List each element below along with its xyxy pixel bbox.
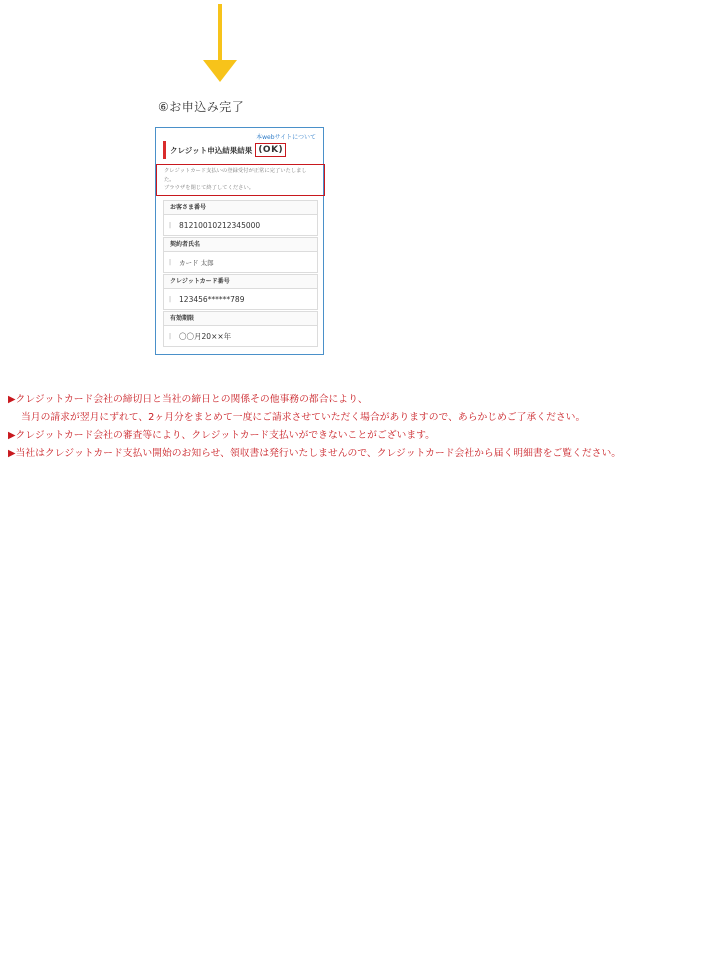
arrow-head	[203, 60, 237, 82]
result-fields	[163, 200, 318, 348]
field-marker: |	[169, 332, 172, 340]
field-marker: |	[169, 258, 172, 266]
result-label: クレジット申込結果結果	[170, 145, 253, 155]
card-number-value: 123456******789	[179, 294, 245, 304]
field-marker: |	[169, 295, 172, 303]
card-number-field	[163, 288, 318, 310]
result-status-badge: (OK)	[255, 143, 286, 157]
arrow-shaft	[218, 4, 222, 62]
about-website-link[interactable]: 本webサイトについて	[256, 134, 316, 141]
field-marker: |	[169, 221, 172, 229]
payment-notes	[8, 391, 698, 463]
contract-name-field	[163, 251, 318, 273]
customer-number-field	[163, 214, 318, 236]
expiry-value: 〇〇月20××年	[179, 331, 232, 341]
note-line: 当月の請求が翌月にずれて、2ヶ月分をまとめて一度にご請求させていただく場合がありますので、あらかじめご了承ください。	[21, 412, 586, 423]
completion-notice	[156, 164, 325, 196]
notice-line-2: ブラウザを閉じて終了してください。	[164, 185, 255, 191]
phone-screen-mockup	[155, 127, 324, 355]
customer-number-label: お客さま番号	[163, 200, 318, 214]
contract-name-value: カード 太郎	[179, 258, 214, 267]
down-arrow-icon	[203, 4, 237, 80]
card-number-label: クレジットカード番号	[163, 274, 318, 288]
note-line: ▶クレジットカード会社の締切日と当社の締日との関係その他事務の都合により、	[8, 394, 368, 405]
expiry-field	[163, 325, 318, 347]
note-line: ▶クレジットカード会社の審査等により、クレジットカード支払いができないことがございます。	[8, 430, 435, 441]
customer-number-value: 81210010212345000	[179, 220, 261, 230]
contract-name-label: 契約者氏名	[163, 237, 318, 251]
result-heading	[163, 141, 313, 159]
step-title: ⑥お申込み完了	[158, 100, 245, 114]
expiry-label: 有効期限	[163, 311, 318, 325]
notice-line-1: クレジットカード支払いの登録受付が正常に完了いたしました。	[164, 168, 307, 183]
note-line: ▶当社はクレジットカード支払い開始のお知らせ、領収書は発行いたしませんので、クレジットカード会社から届く明細書をご覧ください。	[8, 448, 622, 459]
